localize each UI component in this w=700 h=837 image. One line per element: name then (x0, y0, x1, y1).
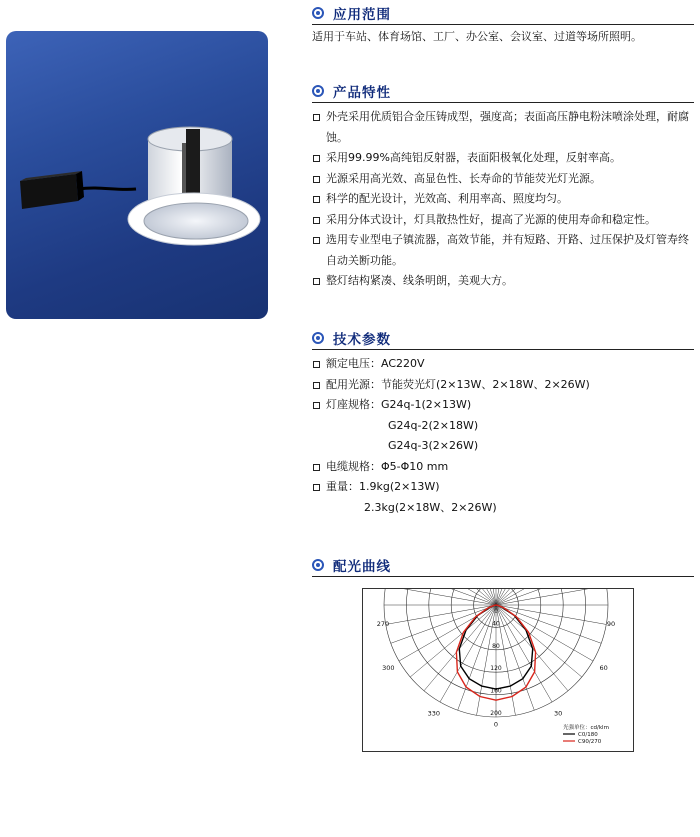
polar-chart (362, 588, 634, 752)
angle-label: 60 (599, 664, 608, 673)
angle-label: 270 (376, 620, 390, 628)
angle-label: 0 (493, 720, 499, 729)
list-item: 整灯结构紧凑、线条明朗，美观大方。 (312, 271, 694, 292)
circle-bullet-icon (312, 7, 324, 19)
section-header (312, 80, 694, 103)
section-title: 技术参数 (333, 332, 391, 348)
list-item: 采用分体式设计，灯具散热性好，提高了光源的使用寿命和稳定性。 (312, 210, 694, 231)
radial-tick-label: 200 (490, 710, 502, 717)
product-photo (6, 31, 268, 319)
radial-tick-label: 80 (492, 642, 500, 650)
angle-label: 330 (427, 709, 441, 718)
section-title: 配光曲线 (333, 559, 391, 575)
circle-bullet-icon (312, 559, 324, 571)
list-item: 外壳采用优质铝合金压铸成型，强度高；表面高压静电粉沫喷涂处理，耐腐蚀。 (312, 107, 694, 148)
spec-socket-3: G24q-3(2×26W) (388, 439, 479, 452)
angle-label: 300 (382, 664, 395, 673)
section-title: 应用范围 (333, 7, 391, 23)
section-header (312, 554, 694, 577)
section-specs (312, 327, 694, 518)
grid-spoke (496, 589, 552, 605)
angle-label: 30 (554, 709, 563, 718)
grid-spoke (458, 589, 496, 605)
circle-bullet-icon (312, 85, 324, 97)
radial-tick-label: 0 (494, 608, 498, 615)
radial-tick-label: 160 (490, 687, 502, 695)
section-header (312, 327, 694, 350)
angle-label: 90 (606, 620, 616, 628)
spec-list (312, 354, 694, 518)
section-features (312, 80, 694, 292)
list-item: 采用99.99%高纯铝反射器，表面阳极氧化处理，反射率高。 (312, 148, 694, 169)
circle-bullet-icon (312, 332, 324, 344)
radial-tick-label: 120 (490, 665, 502, 673)
spec-voltage: 额定电压：AC220V (312, 354, 694, 375)
section-title: 产品特性 (333, 85, 391, 101)
section-application (312, 2, 694, 47)
list-item: 选用专业型电子镇流器，高效节能，并有短路、开路、过压保护及灯管寿终自动关断功能。 (312, 230, 694, 271)
grid-spoke (496, 589, 534, 605)
radial-tick-label: 40 (492, 620, 500, 628)
spec-lamp: 配用光源：节能荧光灯(2×13W、2×18W、2×26W) (312, 375, 694, 396)
spec-weight-2: 2.3kg(2×18W、2×26W) (364, 500, 497, 514)
list-item: 光源采用高光效、高显色性、长寿命的节能荧光灯光源。 (312, 169, 694, 190)
grid-spoke (424, 589, 496, 605)
list-item: 科学的配光设计，光效高、利用率高、照度均匀。 (312, 189, 694, 210)
grid-spoke (440, 589, 496, 605)
spec-socket-2: G24q-2(2×18W) (388, 418, 479, 432)
section-curve (312, 554, 694, 577)
section-header (312, 2, 694, 25)
spec-weight: 重量：1.9kg(2×13W) (312, 477, 694, 498)
polar-chart-svg (363, 589, 633, 751)
spec-cable: 电缆规格：Φ5-Φ10 mm (312, 457, 694, 478)
feature-list (312, 107, 694, 292)
application-text: 适用于车站、体育场馆、工厂、办公室、会议室、过道等场所照明。 (312, 30, 642, 43)
legend-entry: C90/270 (578, 739, 602, 745)
downlight-image (6, 31, 268, 319)
grid-spoke (496, 589, 568, 605)
spec-socket: 灯座规格：G24q-1(2×13W) (312, 395, 694, 416)
legend-title: 光强单位：cd/klm (563, 725, 609, 731)
legend-entry: C0/180 (578, 732, 598, 738)
